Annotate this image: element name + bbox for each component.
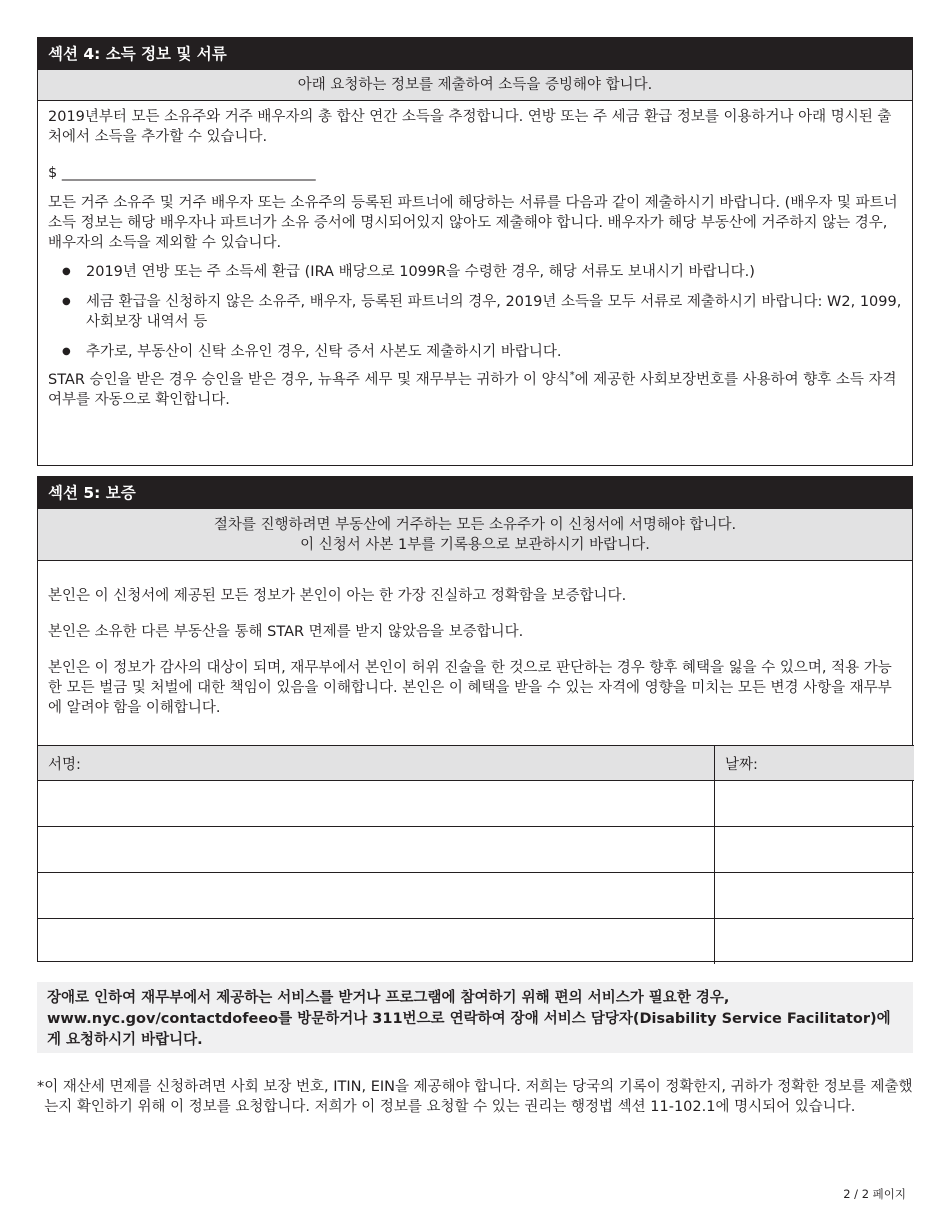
income-amount-field[interactable]: $ ___________________________________ bbox=[48, 165, 316, 181]
list-item: ● 추가로, 부동산이 신탁 소유인 경우, 신탁 증서 사본도 제출하시기 바랍니다. bbox=[48, 342, 902, 362]
date-field[interactable] bbox=[715, 873, 915, 919]
list-item: ● 세금 환급을 신청하지 않은 소유주, 배우자, 등록된 파트너의 경우, 2019년 소득을 모두 서류로 제출하시기 바랍니다: W2, 1099, 사회보장 내역서 등 bbox=[48, 292, 902, 332]
table-row bbox=[38, 919, 914, 965]
signature-field[interactable] bbox=[38, 827, 715, 873]
documents-intro: 모든 거주 소유주 및 거주 배우자 또는 소유주의 등록된 파트너에 해당하는 서류를 다음과 같이 제출하시기 바랍니다. (배우자 및 파트너 소득 정보는 해당 배우자나 파트너가 소유 증서에 명시되어있지 않아도 제출해야 합니다. 배우자가 해당 부동산에 거주하지 않는 경우, 배우자의 소득을 제외할 수 있습니다. bbox=[48, 195, 898, 251]
subtitle-line-1: 절차를 진행하려면 부동산에 거주하는 모든 소유주가 이 신청서에 서명해야 합니다. bbox=[213, 517, 737, 533]
date-field[interactable] bbox=[715, 827, 915, 873]
date-field[interactable] bbox=[715, 919, 915, 965]
footnote-text: 이 재산세 면제를 신청하려면 사회 보장 번호, ITIN, EIN을 제공해야 합니다. 저희는 당국의 기록이 정확한지, 귀하가 정확한 정보를 제출했는지 확인하기 위해 이 정보를 요청합니다. 저희가 이 정보를 요청할 수 있는 권리는 행정법 섹션 11-102.1에 명시되어 있습니다. bbox=[44, 1079, 913, 1115]
table-row bbox=[38, 746, 914, 781]
signature-field[interactable] bbox=[38, 919, 715, 965]
signature-table bbox=[38, 745, 914, 964]
section-5-title: 섹션 5: 보증 bbox=[38, 477, 912, 509]
list-item: ● 2019년 연방 또는 주 소득세 환급 (IRA 배당으로 1099R을 수령한 경우, 해당 서류도 보내시기 바랍니다.) bbox=[48, 262, 902, 282]
signature-field[interactable] bbox=[38, 781, 715, 827]
section-5-subtitle bbox=[38, 509, 912, 561]
signature-header: 서명: bbox=[38, 746, 715, 781]
section-5-certification bbox=[37, 476, 913, 962]
star-auto-verify-text bbox=[48, 366, 902, 410]
signature-field[interactable] bbox=[38, 873, 715, 919]
page-number: 2 / 2 페이지 bbox=[843, 1187, 906, 1201]
section-4-income bbox=[37, 37, 913, 466]
section-4-body bbox=[38, 107, 912, 410]
documents-list bbox=[48, 262, 902, 362]
certification-statement: 본인은 소유한 다른 부동산을 통해 STAR 면제를 받지 않았음을 보증합니다. bbox=[48, 624, 524, 640]
subtitle-line-2: 이 신청서 사본 1부를 기록용으로 보관하시기 바랍니다. bbox=[300, 537, 650, 553]
date-header: 날짜: bbox=[715, 746, 915, 781]
date-field[interactable] bbox=[715, 781, 915, 827]
star-text-part2: 에 제공한 사회보장번호를 사용하여 향후 소득 자격 여부를 자동으로 확인합니다. bbox=[48, 371, 897, 408]
star-text-part1: STAR 승인을 받은 경우 승인을 받은 경우, 뉴욕주 세무 및 재무부는 귀하가 이 양식 bbox=[48, 371, 570, 388]
footnote-marker: * bbox=[37, 1079, 45, 1095]
certification-statement: 본인은 이 정보가 감사의 대상이 되며, 재무부에서 본인이 허위 진술을 한 것으로 판단하는 경우 향후 혜택을 잃을 수 있으며, 적용 가능한 모든 벌금 및 처벌에 대한 책임이 있음을 이해합니다. 본인은 이 혜택을 받을 수 있는 자격에 영향을 미치는 모든 변경 사항을 재무부에 알려야 함을 이해합니다. bbox=[48, 660, 892, 716]
income-intro: 2019년부터 모든 소유주와 거주 배우자의 총 합산 연간 소득을 추정합니다. 연방 또는 주 세금 환급 정보를 이용하거나 아래 명시된 출처에서 소득을 추가할 수 있습니다. bbox=[48, 109, 892, 145]
footnote-marker: * bbox=[569, 370, 575, 381]
section-4-subtitle: 아래 요청하는 정보를 제출하여 소득을 증빙해야 합니다. bbox=[38, 70, 912, 101]
table-row bbox=[38, 873, 914, 919]
section-5-body bbox=[38, 561, 912, 745]
accessibility-notice: 장애로 인하여 재무부에서 제공하는 서비스를 받거나 프로그램에 참여하기 위해 편의 서비스가 필요한 경우, www.nyc.gov/contactdofeeo를 방문하거나 311번으로 연락하여 장애 서비스 담당자(Disability Service Facilitator)에게 요청하시기 바랍니다. bbox=[37, 982, 913, 1053]
table-row bbox=[38, 781, 914, 827]
certification-statement: 본인은 이 신청서에 제공된 모든 정보가 본인이 아는 한 가장 진실하고 정확함을 보증합니다. bbox=[48, 588, 627, 604]
footnote bbox=[37, 1077, 913, 1117]
table-row bbox=[38, 827, 914, 873]
section-4-title: 섹션 4: 소득 정보 및 서류 bbox=[38, 38, 912, 70]
